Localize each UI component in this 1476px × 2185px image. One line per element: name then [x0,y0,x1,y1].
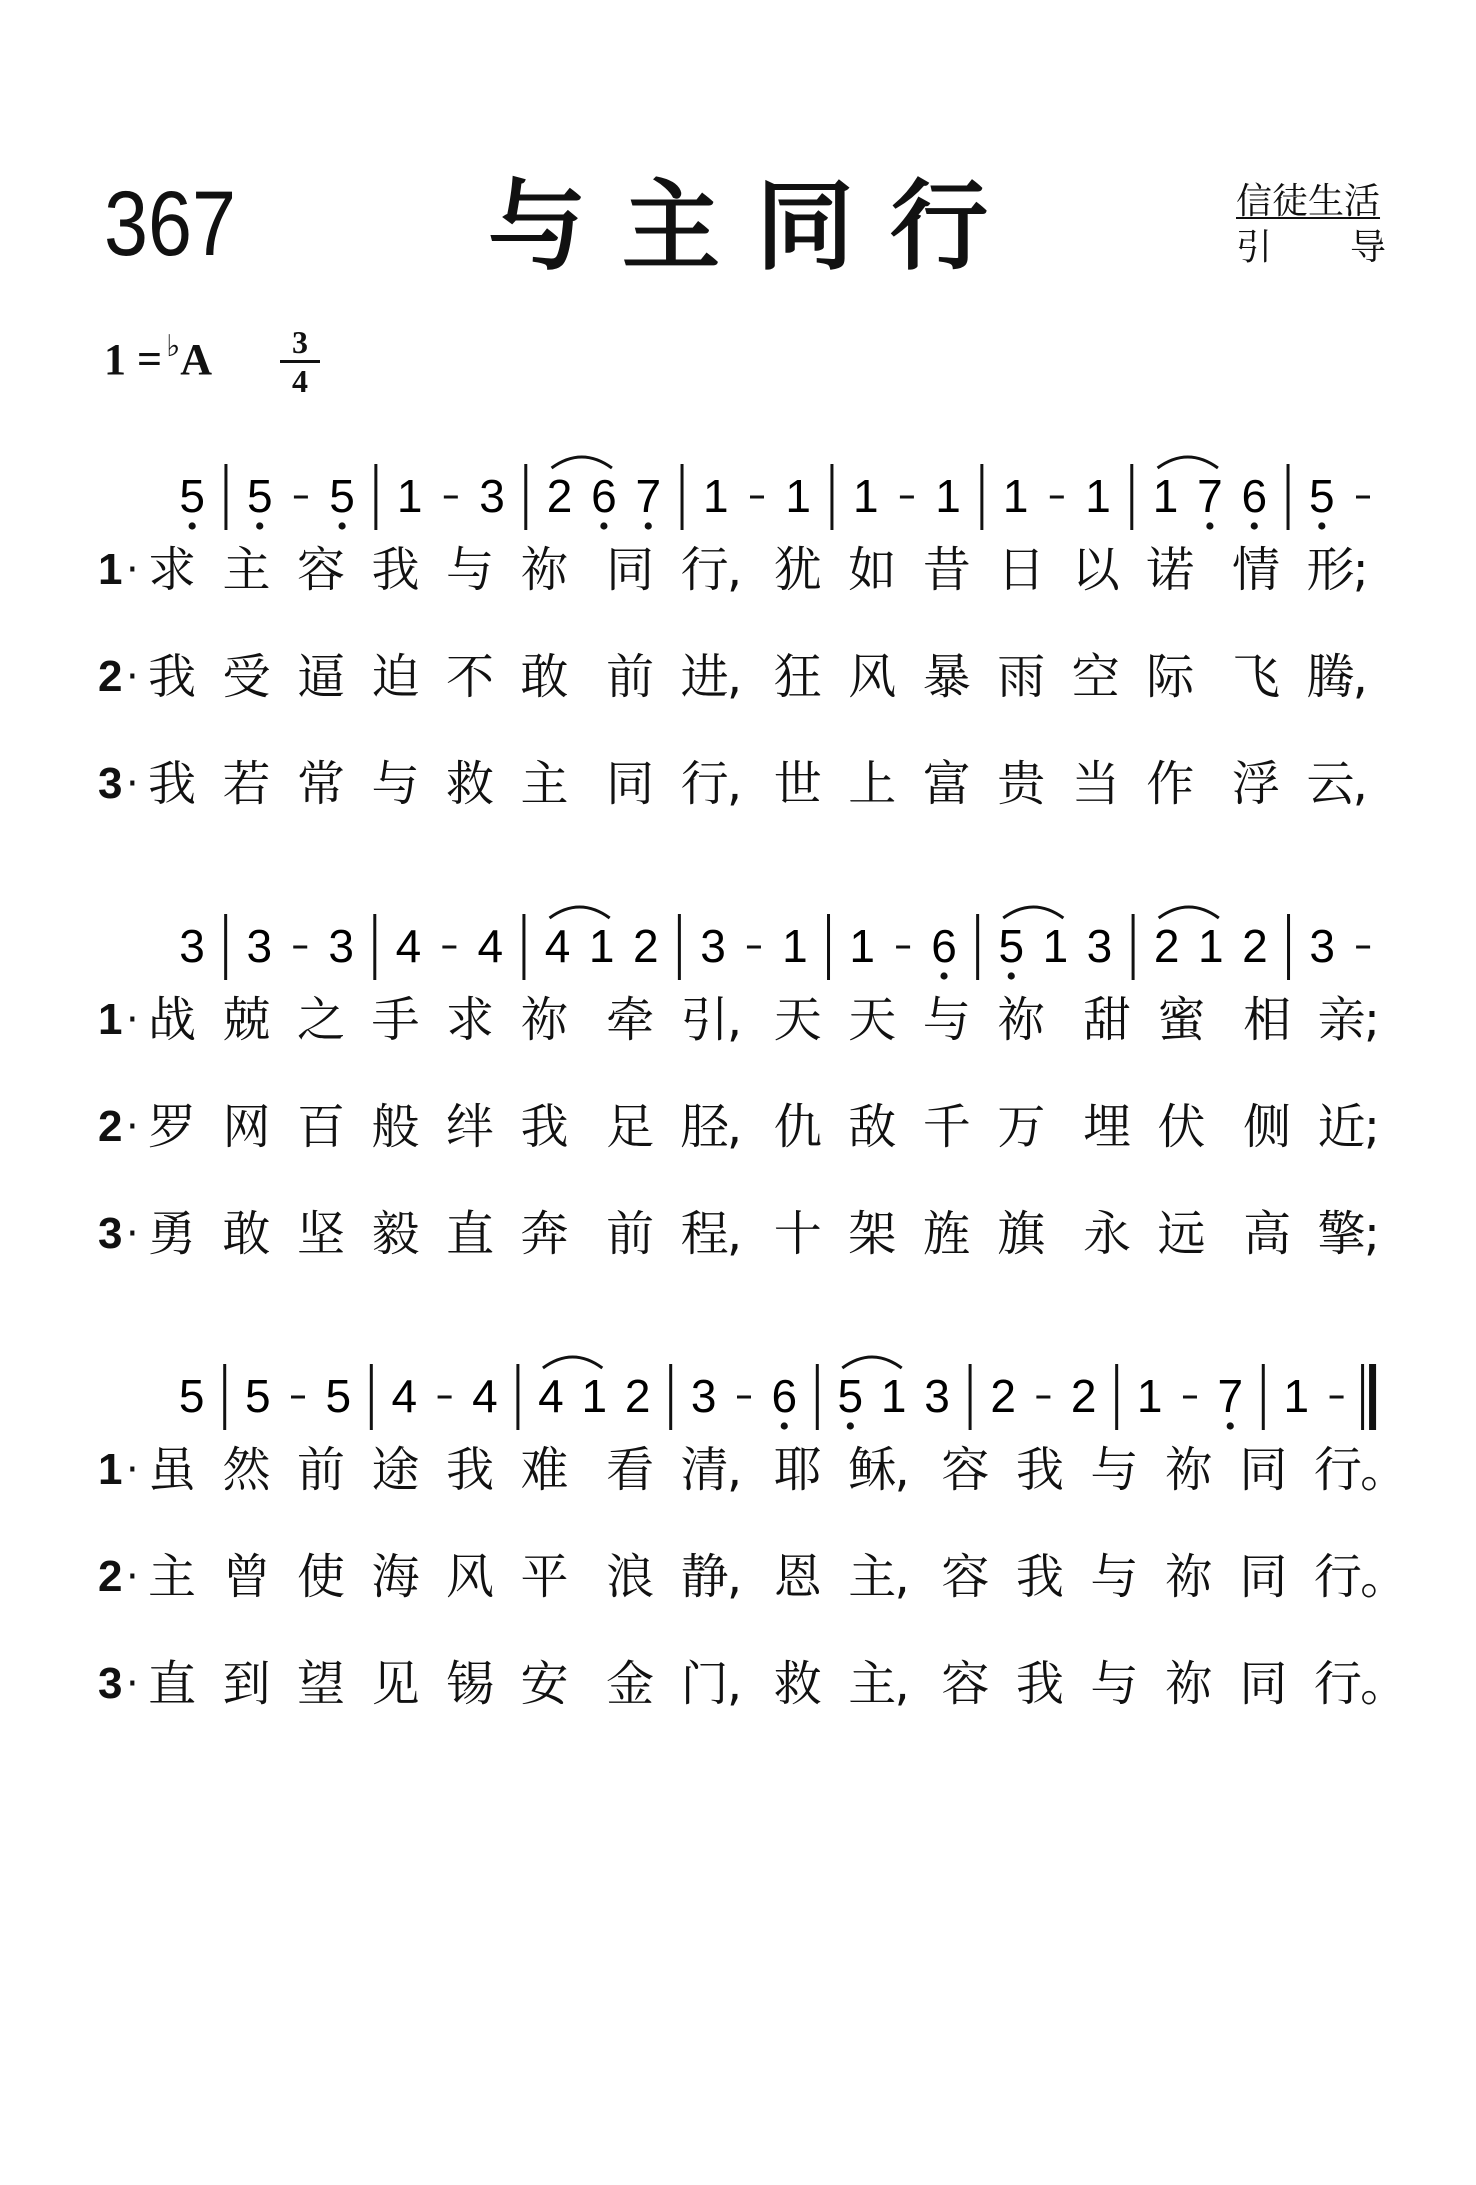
note: 6 [771,1370,798,1422]
lyric-syllable: 高 [1243,1206,1292,1262]
lyric-syllable: 若 [222,756,271,812]
verse-number: 3 [98,1209,123,1258]
note: 6 [931,920,957,972]
lyric-syllable: 前 [297,1442,346,1498]
octave-dot-below [781,1422,788,1429]
note: 2 [1153,920,1180,972]
flat-sign: ♭ [166,329,181,364]
note: 7 [635,470,662,522]
lyric-syllable: 敢 [222,1206,271,1262]
verse-number-dot: · [126,1104,139,1150]
lyric-syllable: 雨 [997,649,1046,705]
lyric-punctuation: , [1352,649,1368,705]
lyric-syllable: 容 [941,1656,990,1712]
lyric-syllable: 同 [606,756,655,812]
lyric-syllable: 我 [148,756,197,812]
octave-dot-below [1318,522,1325,529]
note: 4 [538,1370,564,1422]
slur [1159,907,1219,918]
lyric-syllable: 奔 [520,1206,569,1262]
octave-dot-below [338,522,345,529]
slur [1158,457,1218,468]
lyric-syllable: 风 [848,649,897,705]
lyric-syllable: 主 [848,1549,897,1605]
lyric-syllable: 近 [1317,1099,1366,1155]
lyric-syllable: 容 [297,542,346,598]
note: 1 [1042,920,1069,972]
lyric-syllable: 同 [1239,1656,1288,1712]
lyric-punctuation: , [726,1206,743,1262]
note: 3 [246,920,273,972]
lyric-syllable: 牵 [606,992,655,1048]
lyric-punctuation: ; [1363,1099,1380,1155]
verse-number-dot: · [126,761,139,807]
lyric-syllable: 旌 [922,1206,971,1262]
lyric-syllable: 同 [606,542,655,598]
lyric-syllable: 我 [520,1099,569,1155]
lyric-syllable: 旗 [997,1206,1046,1262]
lyric-syllable: 万 [997,1099,1046,1155]
lyric-syllable: 救 [773,1656,822,1712]
lyric-syllable: 耶 [773,1442,822,1498]
note: 5 [1309,470,1335,522]
verse-number-dot: · [126,1447,139,1493]
subcategory-label [1236,228,1386,268]
note: 5 [246,470,273,522]
verse-number: 1 [98,545,123,594]
lyric-syllable: 手 [371,992,420,1048]
lyric-syllable: 我 [371,542,420,598]
lyric-line-2-3 [0,1204,1476,1274]
time-denominator: 4 [280,360,320,397]
note: 5 [244,1370,271,1422]
key-signature [104,329,213,384]
lyric-syllable: 同 [1239,1442,1288,1498]
lyric-syllable: 千 [922,1099,971,1155]
lyric-syllable: 祢 [520,542,569,598]
slur [1003,907,1063,918]
lyric-punctuation: 。 [1360,1549,1409,1605]
lyric-syllable: 救 [446,756,495,812]
lyric-syllable: 十 [773,1206,822,1262]
note: 5 [329,470,355,522]
lyric-syllable: 世 [773,756,822,812]
octave-dot-below [256,522,263,529]
lyric-syllable: 与 [1090,1549,1139,1605]
slur [550,907,610,918]
lyric-syllable: 途 [371,1442,420,1498]
lyric-syllable: 天 [848,992,897,1048]
octave-dot-below [1206,522,1213,529]
lyric-syllable: 腾 [1306,649,1355,705]
note: 2 [1242,920,1268,972]
note: 2 [990,1370,1016,1422]
lyric-syllable: 安 [520,1656,569,1712]
lyric-syllable: 亲 [1317,992,1366,1048]
note: 1 [935,470,961,522]
lyric-syllable: 与 [1090,1656,1139,1712]
note: 4 [391,1370,418,1422]
lyric-syllable: 相 [1243,992,1292,1048]
octave-dot-below [600,522,607,529]
lyric-syllable: 如 [848,542,897,598]
lyric-syllable: 我 [1015,1656,1064,1712]
lyric-syllable: 勇 [148,1206,197,1262]
note: 7 [1197,470,1223,522]
lyric-syllable: 进 [680,649,729,705]
lyric-syllable: 敢 [520,649,569,705]
lyric-syllable: 敌 [848,1099,897,1155]
verse-number: 2 [98,652,123,701]
lyric-syllable: 风 [446,1549,495,1605]
lyric-syllable: 之 [297,992,346,1048]
lyric-syllable: 直 [446,1206,495,1262]
lyric-syllable: 看 [606,1442,655,1498]
lyric-punctuation: 。 [1360,1442,1409,1498]
lyric-syllable: 行 [680,756,729,812]
lyric-syllable: 到 [222,1656,271,1712]
lyric-syllable: 前 [606,1206,655,1262]
lyric-line-3-2 [0,1547,1476,1617]
lyric-syllable: 祢 [997,992,1046,1048]
lyric-syllable: 主 [520,756,569,812]
lyric-syllable: 际 [1146,649,1195,705]
verse-number-dot: · [126,547,139,593]
octave-dot-below [1227,1422,1234,1429]
time-signature [280,326,320,397]
lyric-syllable: 直 [148,1656,197,1712]
note: 4 [395,920,422,972]
note: 1 [581,1370,608,1422]
lyric-syllable: 作 [1146,756,1195,812]
note: 1 [1136,1370,1163,1422]
lyric-syllable: 使 [297,1549,346,1605]
note: 1 [588,920,615,972]
lyric-syllable: 飞 [1231,649,1280,705]
note: 5 [178,1370,205,1422]
lyric-syllable: 贵 [997,756,1046,812]
verse-number: 3 [98,1659,123,1708]
lyric-syllable: 云 [1306,756,1355,812]
lyric-syllable: 求 [446,992,495,1048]
lyric-syllable: 形 [1306,542,1355,598]
lyric-syllable: 容 [941,1549,990,1605]
note: 3 [700,920,726,972]
verse-number: 1 [98,1445,123,1494]
lyric-syllable: 日 [997,542,1046,598]
slur [543,1357,602,1368]
time-numerator: 3 [292,324,308,360]
note: 3 [179,920,205,972]
lyric-syllable: 行 [1313,1549,1362,1605]
verse-number: 1 [98,995,123,1044]
lyric-syllable: 祢 [1164,1656,1213,1712]
lyric-syllable: 蜜 [1157,992,1206,1048]
lyric-syllable: 当 [1071,756,1120,812]
note: 3 [328,920,354,972]
lyric-syllable: 仇 [773,1099,822,1155]
lyric-syllable: 不 [446,649,495,705]
lyric-syllable: 难 [520,1442,569,1498]
note: 1 [782,920,808,972]
lyric-syllable: 足 [606,1099,655,1155]
lyric-punctuation: , [726,542,743,598]
lyric-syllable: 我 [1015,1442,1064,1498]
verse-number: 2 [98,1552,123,1601]
note: 1 [849,920,875,972]
key-prefix: 1 = [104,335,163,384]
lyric-punctuation: , [1352,756,1368,812]
lyric-syllable: 主 [148,1549,197,1605]
category-label: 信徒生活 [1236,181,1381,222]
lyric-syllable: 与 [371,756,420,812]
hymn-number: 367 [104,173,237,275]
lyric-syllable: 行 [1313,1442,1362,1498]
lyric-syllable: 埋 [1082,1099,1131,1155]
lyric-syllable: 诺 [1146,542,1195,598]
slur [552,457,612,468]
lyric-punctuation: , [726,1099,743,1155]
lyric-line-2-1 [0,990,1476,1060]
note: 4 [544,920,571,972]
lyric-syllable: 远 [1157,1206,1206,1262]
octave-dot-below [1251,522,1258,529]
lyric-syllable: 然 [222,1442,271,1498]
octave-dot-below [189,522,196,529]
verse-number-dot: · [126,1661,139,1707]
lyric-syllable: 虽 [148,1442,197,1498]
lyric-syllable: 前 [606,649,655,705]
lyric-syllable: 求 [148,542,197,598]
subcategory-char-1: 引 [1236,227,1273,268]
lyric-syllable: 犹 [773,542,822,598]
note: 3 [1309,920,1335,972]
lyric-syllable: 胫 [680,1099,729,1155]
note: 1 [1198,920,1224,972]
lyric-syllable: 天 [773,992,822,1048]
note: 2 [546,470,573,522]
lyric-syllable: 狂 [773,649,822,705]
lyric-punctuation: , [726,1656,743,1712]
lyric-syllable: 侧 [1243,1099,1292,1155]
lyric-line-2-2 [0,1097,1476,1167]
lyric-syllable: 网 [222,1099,271,1155]
lyric-syllable: 行 [680,542,729,598]
octave-dot-below [645,522,652,529]
lyric-syllable: 空 [1071,649,1120,705]
note: 4 [472,1370,498,1422]
lyric-syllable: 锡 [446,1656,495,1712]
lyric-syllable: 上 [848,756,897,812]
lyric-syllable: 甜 [1082,992,1131,1048]
lyric-syllable: 我 [148,649,197,705]
verse-number: 2 [98,1102,123,1151]
lyric-syllable: 罗 [148,1099,197,1155]
note: 1 [1002,470,1029,522]
lyric-punctuation: , [726,1549,743,1605]
lyric-syllable: 行 [1313,1656,1362,1712]
lyric-syllable: 受 [222,649,271,705]
lyric-syllable: 程 [680,1206,729,1262]
lyric-punctuation: , [726,1442,743,1498]
verse-number-dot: · [126,1211,139,1257]
verse-number-dot: · [126,997,139,1043]
lyric-syllable: 富 [922,756,971,812]
lyric-syllable: 我 [1015,1549,1064,1605]
verse-number: 3 [98,759,123,808]
lyric-syllable: 海 [371,1549,420,1605]
subcategory-char-2: 导 [1349,227,1386,268]
note: 1 [1085,470,1111,522]
note: 6 [1241,470,1268,522]
slur [842,1357,901,1368]
octave-dot-below [1008,972,1015,979]
lyric-syllable: 逼 [297,649,346,705]
note: 1 [396,470,423,522]
lyric-syllable: 同 [1239,1549,1288,1605]
lyric-syllable: 稣 [848,1442,897,1498]
lyric-punctuation: , [726,649,743,705]
lyric-punctuation: 。 [1360,1656,1409,1712]
hymn-title: 与主同行 [488,170,1025,284]
lyric-syllable: 金 [606,1656,655,1712]
note: 2 [632,920,659,972]
lyric-syllable: 门 [680,1656,729,1712]
verse-number-dot: · [126,1554,139,1600]
octave-dot-below [847,1422,854,1429]
lyric-syllable: 以 [1071,542,1120,598]
lyric-syllable: 主 [848,1656,897,1712]
note: 1 [1152,470,1179,522]
note: 1 [1283,1370,1310,1422]
lyric-syllable: 坚 [297,1206,346,1262]
lyric-syllable: 与 [1090,1442,1139,1498]
note: 2 [624,1370,651,1422]
lyric-syllable: 毅 [371,1206,420,1262]
lyric-syllable: 祢 [1164,1549,1213,1605]
lyric-punctuation: ; [1363,1206,1380,1262]
lyric-line-1-2 [0,647,1476,717]
lyric-syllable: 兢 [222,992,271,1048]
note: 1 [880,1370,907,1422]
note: 1 [785,470,811,522]
lyric-syllable: 见 [371,1656,420,1712]
lyric-syllable: 浪 [606,1549,655,1605]
note: 3 [479,470,505,522]
lyric-syllable: 我 [446,1442,495,1498]
note: 3 [690,1370,717,1422]
note: 5 [179,470,205,522]
lyric-syllable: 浮 [1231,756,1280,812]
lyric-syllable: 与 [446,542,495,598]
note: 5 [998,920,1025,972]
note: 5 [837,1370,864,1422]
lyric-syllable: 百 [297,1099,346,1155]
lyric-syllable: 伏 [1157,1099,1206,1155]
lyric-line-3-3 [0,1654,1476,1724]
lyric-syllable: 恩 [773,1549,822,1605]
note: 6 [591,470,617,522]
lyric-line-1-1 [0,540,1476,610]
note: 3 [1086,920,1113,972]
lyric-line-1-3 [0,754,1476,824]
lyric-punctuation: , [894,1656,910,1712]
lyric-line-3-1 [0,1440,1476,1510]
lyric-syllable: 望 [297,1656,346,1712]
lyric-syllable: 擎 [1317,1206,1366,1262]
lyric-syllable: 暴 [922,649,971,705]
lyric-punctuation: ; [1363,992,1380,1048]
verse-number-dot: · [126,654,139,700]
lyric-syllable: 架 [848,1206,897,1262]
key-note: A [180,335,213,384]
lyric-syllable: 情 [1231,542,1280,598]
lyric-syllable: 静 [680,1549,729,1605]
note: 7 [1217,1370,1244,1422]
lyric-syllable: 永 [1082,1206,1131,1262]
note: 4 [477,920,504,972]
note: 1 [852,470,879,522]
note: 1 [703,470,729,522]
lyric-punctuation: , [894,1442,910,1498]
lyric-syllable: 祢 [1164,1442,1213,1498]
lyric-syllable: 平 [520,1549,569,1605]
note: 2 [1070,1370,1097,1422]
lyric-syllable: 清 [680,1442,729,1498]
lyric-syllable: 容 [941,1442,990,1498]
lyric-syllable: 昔 [922,542,971,598]
lyric-punctuation: , [726,992,743,1048]
lyric-syllable: 常 [297,756,346,812]
lyric-syllable: 引 [680,992,729,1048]
note: 5 [325,1370,352,1422]
lyric-syllable: 绊 [446,1099,495,1155]
lyric-syllable: 迫 [371,649,420,705]
lyric-syllable: 祢 [520,992,569,1048]
lyric-syllable: 般 [371,1099,420,1155]
note: 3 [924,1370,950,1422]
lyric-punctuation: ; [1352,542,1369,598]
octave-dot-below [940,972,947,979]
lyric-syllable: 与 [922,992,971,1048]
lyric-punctuation: , [894,1549,910,1605]
lyric-syllable: 战 [148,992,197,1048]
lyric-syllable: 曾 [222,1549,271,1605]
lyric-syllable: 主 [222,542,271,598]
lyric-punctuation: , [726,756,743,812]
